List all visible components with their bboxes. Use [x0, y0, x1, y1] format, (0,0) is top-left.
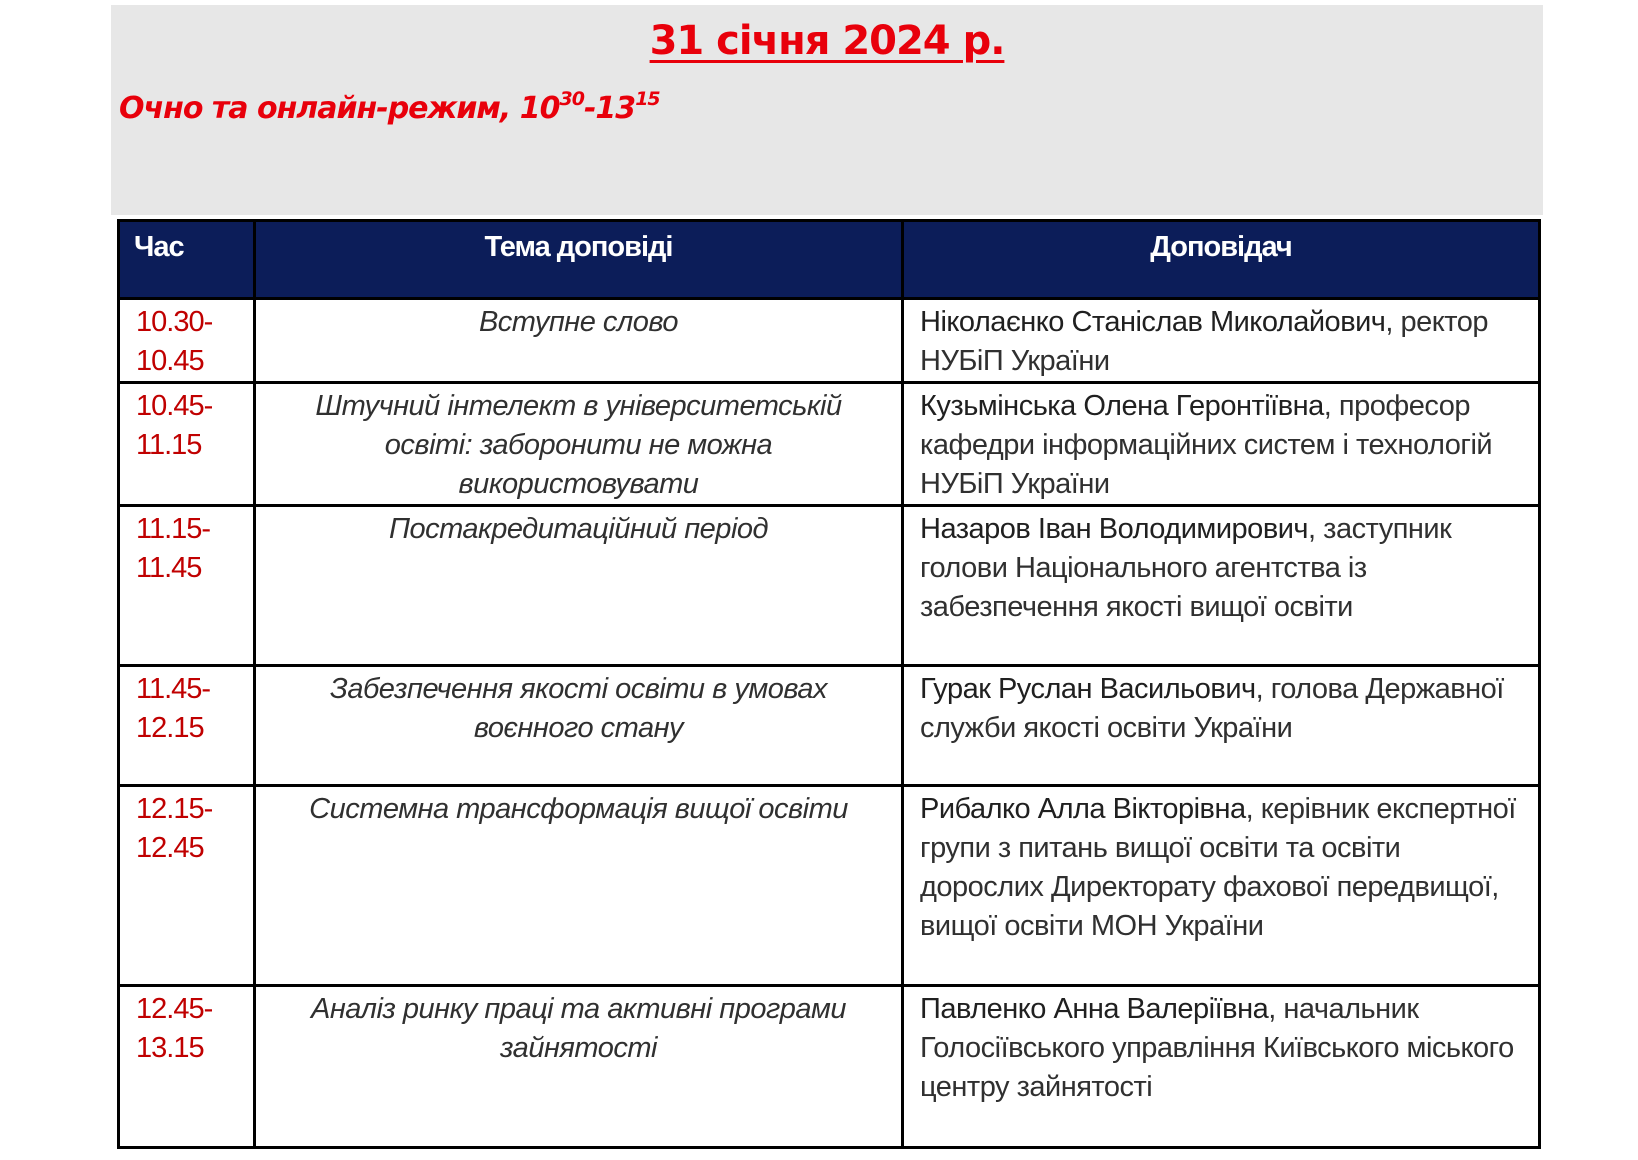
time-start: 11.45- — [136, 673, 211, 705]
time-start: 10.30- — [136, 306, 213, 338]
speaker-name: Ніколаєнко Станіслав Миколайович — [920, 306, 1386, 338]
table-row — [119, 986, 1540, 1148]
table-header-row — [119, 221, 1540, 299]
time-end: 12.45 — [136, 832, 204, 864]
topic-cell: Штучний інтелект в університетській освіті: заборонити не можна використовувати — [255, 383, 903, 506]
table-row — [119, 383, 1540, 506]
time-end: 12.15 — [136, 712, 204, 744]
table-row — [119, 666, 1540, 786]
speaker-cell: Назаров Іван Володимирович, заступник голови Національного агентства із забезпечення якості вищої освіти — [903, 506, 1540, 666]
topic-cell: Системна трансформація вищої освіти — [255, 786, 903, 986]
time-start: 11.15- — [136, 513, 211, 545]
time-start: 12.45- — [136, 993, 213, 1025]
speaker-role: професор кафедри інформаційних систем і технологій НУБіП України — [920, 390, 1493, 500]
time-cell — [119, 299, 255, 383]
end-hour: -13 — [583, 91, 636, 126]
topic-cell: Постакредитаційний період — [255, 506, 903, 666]
schedule-table — [117, 219, 1541, 1149]
speaker-role: заступник голови Національного агентства із забезпечення якості вищої освіти — [920, 513, 1452, 623]
time-cell — [119, 666, 255, 786]
time-cell — [119, 506, 255, 666]
speaker-name: Павленко Анна Валеріївна — [920, 993, 1269, 1025]
column-header-time: Час — [119, 221, 255, 299]
speaker-name: Кузьмінська Олена Геронтіївна — [920, 390, 1324, 422]
speaker-cell: Ніколаєнко Станіслав Миколайович, ректор НУБіП України — [903, 299, 1540, 383]
time-end: 10.45 — [136, 345, 204, 377]
speaker-name: Назаров Іван Володимирович — [920, 513, 1309, 545]
mode-text: Очно та онлайн-режим, 10 — [119, 91, 560, 126]
topic-cell: Аналіз ринку праці та активні програми зайнятості — [255, 986, 903, 1148]
time-cell — [119, 986, 255, 1148]
speaker-cell: Гурак Руслан Васильович, голова Державної служби якості освіти України — [903, 666, 1540, 786]
table-row — [119, 506, 1540, 666]
table-row — [119, 786, 1540, 986]
table-row — [119, 299, 1540, 383]
speaker-name: Рибалко Алла Вікторівна — [920, 793, 1246, 825]
speaker-name: Гурак Руслан Васильович — [920, 673, 1256, 705]
speaker-cell: Кузьмінська Олена Геронтіївна, професор кафедри інформаційних систем і технологій НУБіП України — [903, 383, 1540, 506]
time-end: 11.45 — [136, 552, 202, 584]
event-mode-and-time — [119, 81, 660, 137]
event-header — [111, 5, 1543, 215]
time-start: 10.45- — [136, 390, 213, 422]
topic-cell: Забезпечення якості освіти в умовах воєнного стану — [255, 666, 903, 786]
speaker-cell: Рибалко Алла Вікторівна, керівник експертної групи з питань вищої освіти та освіти дорослих Директорату фахової передвищої, вищої освіти МОН України — [903, 786, 1540, 986]
time-cell — [119, 786, 255, 986]
start-minutes: 30 — [559, 88, 584, 110]
speaker-role: начальник Голосіївського управління Київського міського центру зайнятості — [920, 993, 1514, 1103]
speaker-cell: Павленко Анна Валеріївна, начальник Голосіївського управління Київського міського центру зайнятості — [903, 986, 1540, 1148]
speaker-role: ректор НУБіП України — [920, 306, 1489, 377]
event-date — [111, 15, 1543, 67]
end-minutes: 15 — [635, 88, 660, 110]
time-cell — [119, 383, 255, 506]
speaker-role: керівник експертної групи з питань вищої освіти та освіти дорослих Директорату фахової передвищої, вищої освіти МОН України — [920, 793, 1516, 942]
column-header-topic: Тема доповіді — [255, 221, 903, 299]
event-date-text: 31 січня 2024 р. — [649, 18, 1005, 64]
topic-cell: Вступне слово — [255, 299, 903, 383]
time-end: 13.15 — [136, 1032, 204, 1064]
column-header-speaker: Доповідач — [903, 221, 1540, 299]
time-end: 11.15 — [136, 429, 202, 461]
time-start: 12.15- — [136, 793, 213, 825]
speaker-role: голова Державної служби якості освіти України — [920, 673, 1504, 744]
